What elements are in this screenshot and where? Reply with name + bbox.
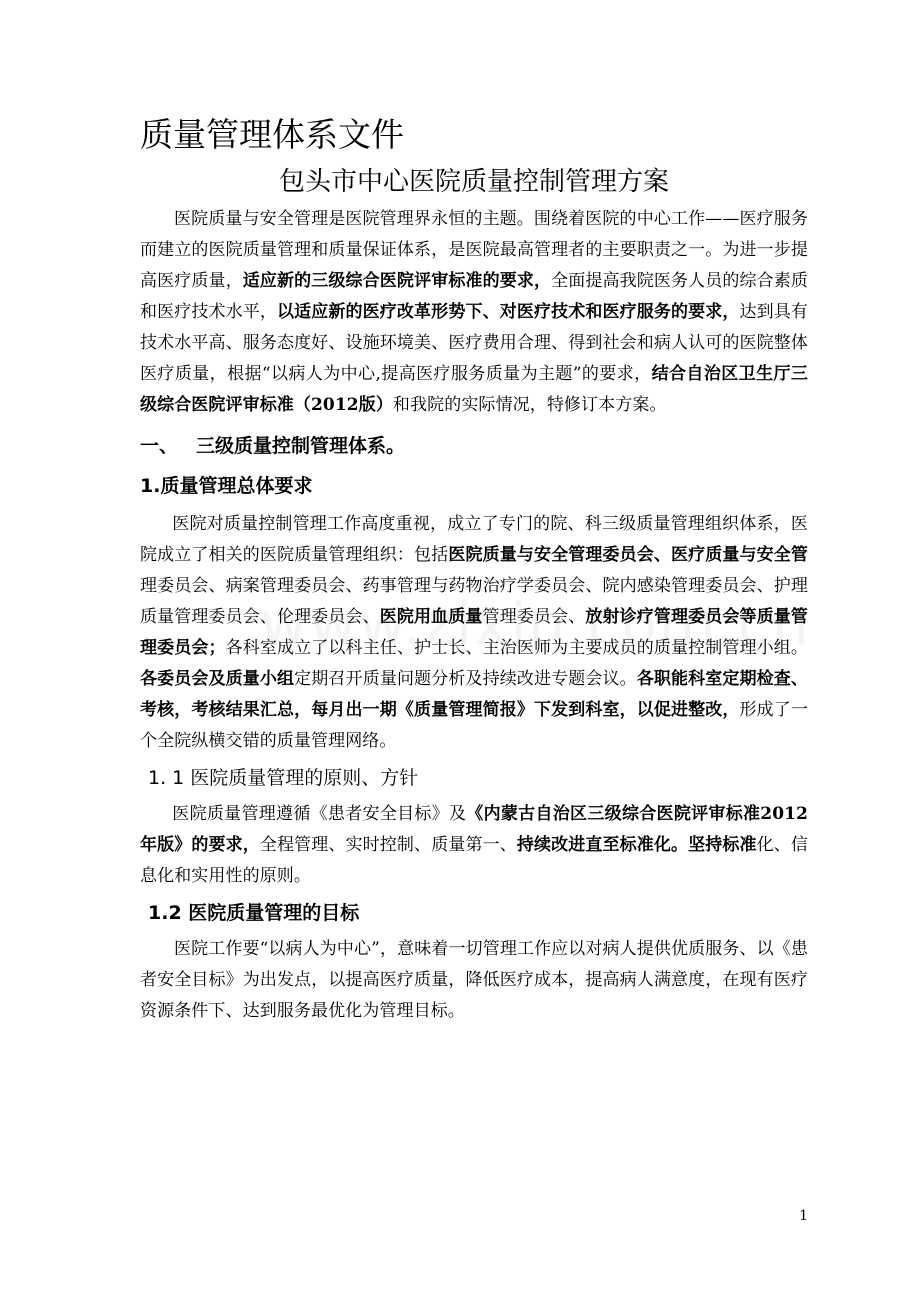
intro-paragraph — [140, 204, 808, 421]
paragraph-run-bold: 医院质量与安全管理委员会、医疗质量与安全管 — [448, 545, 808, 565]
intro-run: 和我院的实际情况，特修订本方案。 — [392, 395, 667, 415]
paragraph-run: 各科室成立了以科主任、护士长、主治医师为主要成员的质量控制管理小组。 — [225, 638, 809, 658]
section-1-1-heading: 1.质量管理总体要求 — [140, 475, 313, 497]
paragraph-run: 管理委员会、 — [482, 607, 586, 627]
paragraph-run: 医院工作要“以病人为中心”，意味着一切管理工作应以对病人提供优质服务、以《患者安全目标》为出发点，以提高医疗质量，降低医疗成本，提高病人满意度，在现有医疗资源条件下、达到服务最优化为管理目标。 — [140, 939, 808, 1021]
section-1-1-1-paragraph — [140, 799, 808, 892]
document-title: 质量管理体系文件 — [140, 115, 404, 154]
section-1-heading — [140, 431, 808, 461]
section-1-number: 一、 — [140, 435, 179, 457]
paragraph-run: 化、信息化和实用性的原则。 — [140, 835, 808, 886]
section-1-2-heading: 1.2 医院质量管理的目标 — [148, 902, 360, 924]
section-1-1-paragraph — [140, 509, 808, 757]
intro-run: 全面提高我院医务人员的综合素质和医疗技术水平， — [140, 271, 808, 322]
document-subtitle: 包头市中心医院质量控制管理方案 — [278, 167, 669, 197]
paragraph-run: 定期召开质量问题分析及持续改进专题会议。 — [294, 669, 637, 689]
paragraph-run: 形成了一个全院纵横交错的质量管理网络。 — [140, 700, 809, 751]
paragraph-run-bold: 各委员会及质量小组 — [140, 669, 295, 689]
section-1-title: 三级质量控制管理体系。 — [196, 435, 406, 457]
intro-run-bold: 结合自治区卫生厅三级综合医院评审标准（2012版） — [140, 364, 808, 415]
paragraph-run: 理委员会、病案管理委员会、药事管理与药物治疗学委员会、院内感染管理委员会、护理质量管理委员会、伦理委员会、 — [140, 576, 808, 627]
intro-run: 达到具有技术水平高、服务态度好、设施环境美、医疗费用合理、得到社会和病人认可的医院整体医疗质量，根据“以病人为中心,提高医疗服务质量为主题”的要求， — [140, 302, 808, 384]
intro-run: 医院质量与安全管理是医院管理界永恒的主题。围绕着医院的中心工作——医疗服务而建立的医院质量管理和质量保证体系，是医院最高管理者的主要职责之一。为进一步提高医疗质量， — [140, 209, 808, 291]
paragraph-run-bold: 持续改进直至标准化。坚持标准 — [516, 835, 757, 855]
intro-run-bold: 以适应新的医疗改革形势下、对医疗技术和医疗服务的要求， — [277, 302, 740, 322]
paragraph-run: 医院对质量控制管理工作高度重视，成立了专门的院、科三级质量管理组织体系，医院成立了相关的医院质量管理组织：包括 — [140, 514, 808, 565]
section-1-2-paragraph — [140, 934, 808, 1027]
page-number: 1 — [799, 1208, 808, 1224]
paragraph-run: 全程管理、实时控制、质量第一、 — [259, 835, 517, 855]
paragraph-run-bold: 放射诊疗管理委员会等质量管理委员会； — [140, 607, 808, 658]
paragraph-run-bold: 医院用血质量 — [379, 607, 483, 627]
paragraph-run: 医院质量管理遵循《患者安全目标》及 — [172, 804, 467, 824]
section-1-1-1-heading: 1. 1 医院质量管理的原则、方针 — [148, 767, 419, 789]
document-content — [140, 112, 808, 1027]
intro-run-bold: 适应新的三级综合医院评审标准的要求， — [242, 271, 552, 291]
paragraph-run-bold: 《内蒙古自治区三级综合医院评审标准2012年版》的要求， — [140, 804, 808, 855]
paragraph-run-bold: 各职能科室定期检查、考核，考核结果汇总，每月出一期《质量管理简报》下发到科室，以促进整改， — [140, 669, 809, 720]
